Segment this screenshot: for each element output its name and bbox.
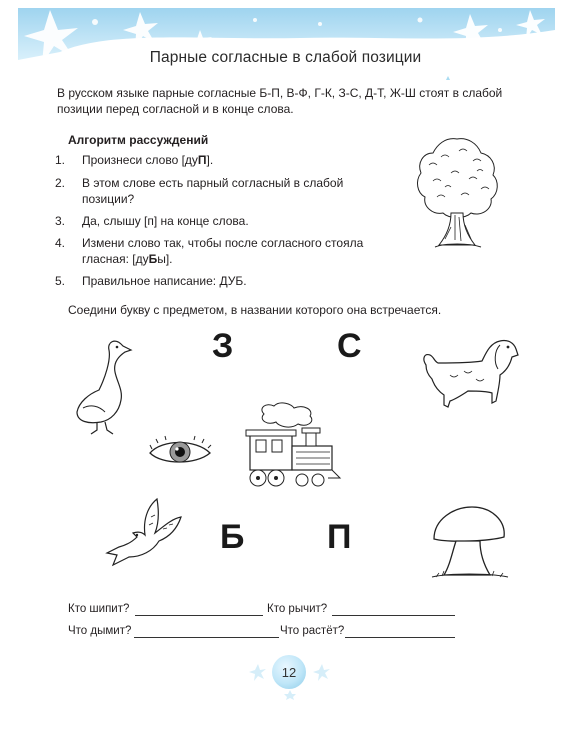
letter-p[interactable]: П	[327, 518, 352, 556]
question-what-smokes: Что дымит?	[68, 625, 132, 637]
dove-icon[interactable]	[103, 497, 183, 569]
intro-line-2: позиции перед согласной и в конце слова.	[57, 102, 294, 116]
tree-icon[interactable]	[415, 135, 500, 260]
step-text: гласная: [дуБы].	[82, 252, 173, 266]
task-text: Соедини букву с предметом, в названии которого она встречается.	[68, 303, 442, 317]
step-number: 2.	[55, 176, 66, 190]
step-number: 4.	[55, 236, 66, 250]
question-who-growls: Кто рычит?	[267, 603, 328, 615]
page-number: 12	[281, 664, 297, 680]
answer-line-4[interactable]	[345, 637, 455, 638]
letter-s[interactable]: С	[337, 327, 362, 365]
intro-line-1: В русском языке парные согласные Б-П, В-Ф, Г-К, З-С, Д-Т, Ж-Ш стоят в слабой	[57, 86, 503, 100]
letter-z[interactable]: З	[212, 327, 234, 365]
step-text: Измени слово так, чтобы после согласного стояла	[82, 236, 364, 250]
step-number: 5.	[55, 274, 66, 288]
page-title: Парные согласные в слабой позиции	[149, 49, 422, 66]
step-number: 1.	[55, 153, 66, 167]
step-text: позиции?	[82, 192, 135, 206]
step-text: В этом слове есть парный согласный в слабой	[82, 176, 344, 190]
step-text: Да, слышу [п] на конце слова.	[82, 214, 249, 228]
question-what-grows: Что растёт?	[280, 625, 345, 637]
dog-icon[interactable]	[420, 335, 520, 415]
letter-b[interactable]: Б	[220, 518, 245, 556]
eye-icon[interactable]	[148, 433, 212, 473]
goose-icon[interactable]	[75, 338, 133, 436]
step-text: Произнеси слово [дуП].	[82, 153, 214, 167]
step-text: Правильное написание: ДУБ.	[82, 274, 247, 288]
intro-text	[57, 85, 527, 117]
answer-line-3[interactable]	[134, 637, 279, 638]
mushroom-icon[interactable]	[430, 505, 508, 581]
step-number: 3.	[55, 214, 66, 228]
header-decoration	[0, 0, 571, 80]
answer-line-1[interactable]	[135, 615, 263, 616]
page-number-badge	[272, 655, 306, 689]
answer-line-2[interactable]	[332, 615, 455, 616]
question-who-hisses: Кто шипит?	[68, 603, 130, 615]
algorithm-title: Алгоритм рассуждений	[68, 133, 209, 147]
train-icon[interactable]	[244, 402, 344, 496]
